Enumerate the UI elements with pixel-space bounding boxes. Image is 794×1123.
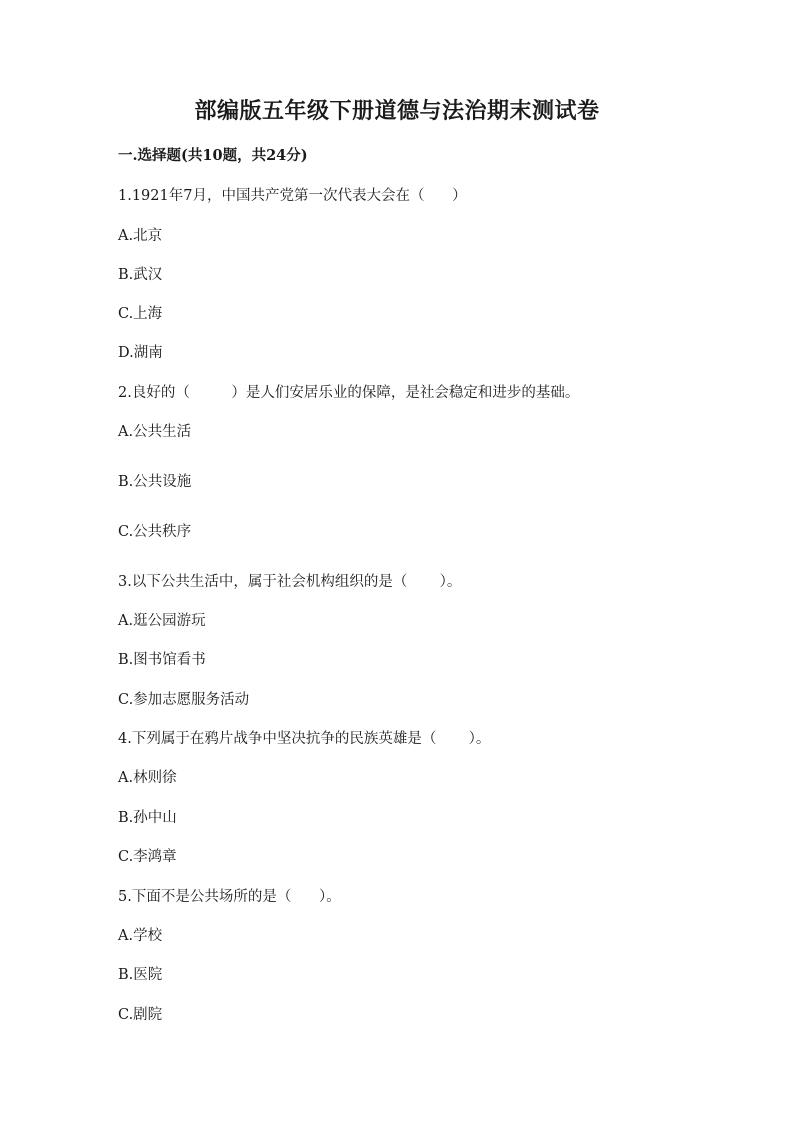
- question-5-option-c: C.剧院: [118, 1007, 163, 1023]
- question-1-option-c: C.上海: [118, 306, 163, 322]
- question-5-option-a: A.学校: [118, 928, 163, 944]
- question-5-option-b: B.医院: [118, 967, 163, 983]
- question-1-stem: 1.1921年7月，中国共产党第一次代表大会在（ ）: [118, 188, 467, 204]
- question-4-option-c: C.李鸿章: [118, 849, 177, 865]
- question-3-option-a: A.逛公园游玩: [118, 613, 206, 629]
- question-3-option-c: C.参加志愿服务活动: [118, 692, 250, 708]
- question-2-option-b: B.公共设施: [118, 474, 192, 490]
- question-1-option-b: B.武汉: [118, 267, 163, 283]
- section-heading: 一.选择题(共10题，共24分): [118, 147, 308, 164]
- question-2-option-c: C.公共秩序: [118, 524, 192, 540]
- question-2-option-a: A.公共生活: [118, 424, 192, 440]
- page-title: 部编版五年级下册道德与法治期末测试卷: [194, 98, 600, 124]
- question-3-option-b: B.图书馆看书: [118, 652, 206, 668]
- question-3-stem: 3.以下公共生活中，属于社会机构组织的是（ ）。: [118, 574, 462, 590]
- question-1-option-d: D.湖南: [118, 345, 163, 361]
- question-2-stem: 2.良好的（ ）是人们安居乐业的保障，是社会稳定和进步的基础。: [118, 385, 580, 401]
- question-4-option-b: B.孙中山: [118, 810, 177, 826]
- question-4-stem: 4.下列属于在鸦片战争中坚决抗争的民族英雄是（ ）。: [118, 731, 491, 747]
- question-5-stem: 5.下面不是公共场所的是（ ）。: [118, 889, 341, 905]
- question-4-option-a: A.林则徐: [118, 770, 177, 786]
- question-1-option-a: A.北京: [118, 228, 163, 244]
